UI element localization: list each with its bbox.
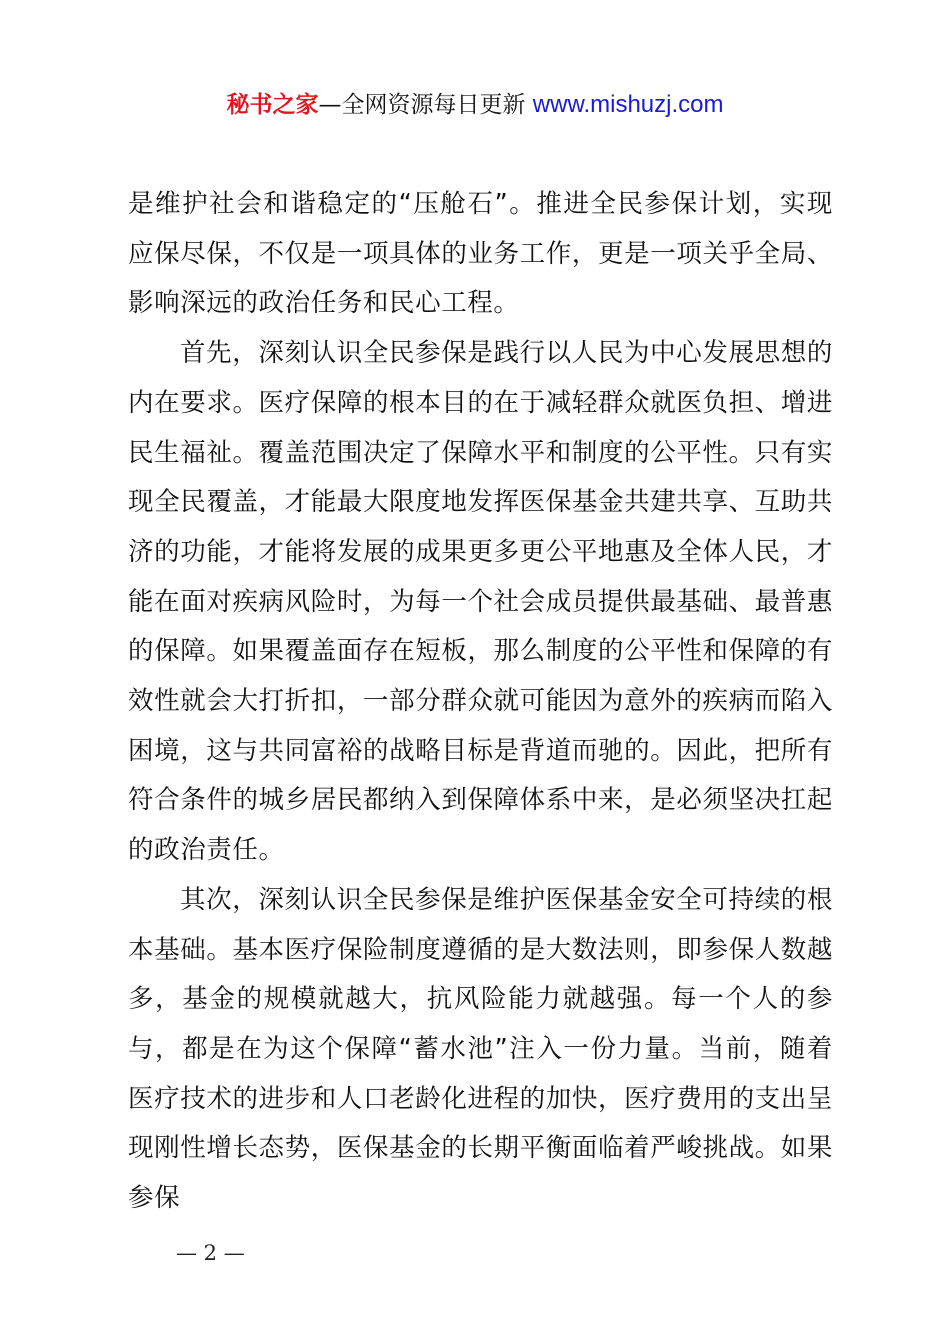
paragraph-second-point: 其次，深刻认识全民参保是维护医保基金安全可持续的根本基础。基本医疗保险制度遵循的是大数法则，即参保人数越多，基金的规模就越大，抗风险能力就越强。每一个人的参与，都是在为这个保障“蓄水池”注入一份力量。当前，随着医疗技术的进步和人口老龄化进程的加快，医疗费用的支出呈现刚性增长态势，医保基金的长期平衡面临着严峻挑战。如果参保 [128,884,833,1214]
paragraph-continued: 是维护社会和谐稳定的“压舱石”。推进全民参保计划，实现应保尽保，不仅是一项具体的业务工作，更是一项关乎全局、影响深远的政治任务和民心工程。 [128,189,833,319]
brand-name: 秘书之家 [226,92,319,118]
site-header [0,88,950,122]
page-number: — 2 — [176,1241,245,1265]
site-url-link[interactable]: www.mishuzj.com [532,91,724,118]
document-body [128,180,833,1224]
header-tagline: —全网资源每日更新 [318,92,533,118]
paragraph-first-point: 首先，深刻认识全民参保是践行以人民为中心发展思想的内在要求。医疗保障的根本目的在于减轻群众就医负担、增进民生福祉。覆盖范围决定了保障水平和制度的公平性。只有实现全民覆盖，才能最大限度地发挥医保基金共建共享、互助共济的功能，才能将发展的成果更多更公平地惠及全体人民，才能在面对疾病风险时，为每一个社会成员提供最基础、最普惠的保障。如果覆盖面存在短板，那么制度的公平性和保障的有效性就会大打折扣，一部分群众就可能因为意外的疾病而陷入困境，这与共同富裕的战略目标是背道而驰的。因此，把所有符合条件的城乡居民都纳入到保障体系中来，是必须坚决扛起的政治责任。 [128,338,833,866]
